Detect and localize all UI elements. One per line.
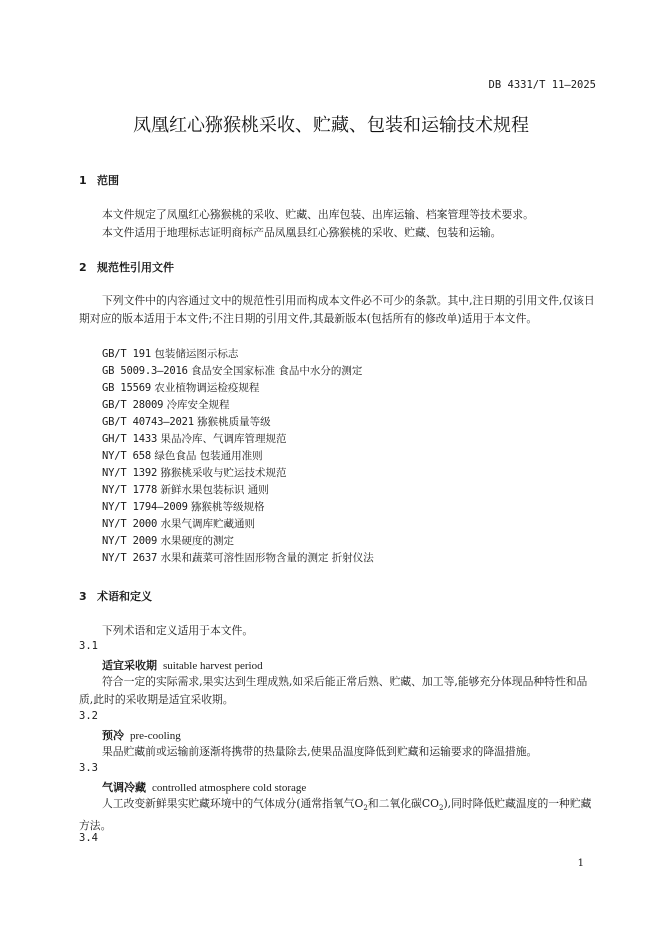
standard-code: DB 4331/T 11—2025 (488, 79, 596, 91)
reference-name: 冷库安全规程 (166, 399, 230, 411)
section-number: 3 (79, 590, 87, 603)
term-cn: 预冷 (102, 729, 124, 742)
reference-item (102, 380, 259, 395)
term-number: 3.1 (79, 640, 98, 652)
reference-item (102, 346, 238, 361)
terms-intro: 下列术语和定义适用于本文件。 (102, 624, 254, 637)
reference-name: 水果和蔬菜可溶性固形物含量的测定 折射仪法 (160, 552, 374, 564)
reference-name: 食品安全国家标准 食品中水分的测定 (191, 365, 363, 377)
reference-name: 包装储运图示标志 (154, 348, 239, 360)
reference-item (102, 397, 230, 412)
references-intro: 下列文件中的内容通过文中的规范性引用而构成本文件必不可少的条款。其中,注日期的引用文件,仅该日期对应的版本适用于本文件;不注日期的引用文件,其最新版本(包括所有的修改单)适用于本文件。 (79, 294, 595, 325)
reference-name: 猕猴桃等级规格 (191, 501, 265, 513)
section-heading-normative-references (79, 259, 174, 275)
scope-paragraph: 本文件适用于地理标志证明商标产品凤凰县红心猕猴桃的采收、贮藏、包装和运输。 (102, 226, 502, 239)
section-title: 术语和定义 (97, 590, 152, 603)
section-title: 规范性引用文件 (97, 261, 174, 274)
section-heading-scope (79, 172, 119, 188)
reference-item (102, 550, 374, 565)
reference-item (102, 363, 362, 378)
reference-name: 农业植物调运检疫规程 (154, 382, 260, 394)
term-heading (102, 779, 306, 795)
term-definition: 人工改变新鲜果实贮藏环境中的气体成分(通常指氧气$O_2$和二氧化碳$CO_2$),同时降低贮藏温度的一种贮藏方法。 (79, 797, 592, 833)
reference-item (102, 499, 265, 514)
term-definition: 果品贮藏前或运输前逐渐将携带的热量除去,使果品温度降低到贮藏和运输要求的降温措施。 (102, 745, 538, 758)
reference-item (102, 414, 271, 429)
reference-item (102, 431, 286, 446)
section-number: 1 (79, 174, 87, 187)
reference-code: GB 5009.3—2016 (102, 365, 188, 377)
term-cn: 气调冷藏 (102, 781, 146, 794)
section-number: 2 (79, 261, 87, 274)
reference-name: 新鲜水果包装标识 通则 (160, 484, 269, 496)
reference-item (102, 516, 255, 531)
reference-name: 果品冷库、气调库管理规范 (160, 433, 287, 445)
reference-code: GB/T 40743—2021 (102, 416, 194, 428)
reference-name: 猕猴桃采收与贮运技术规范 (160, 467, 287, 479)
reference-name: 绿色食品 包装通用准则 (154, 450, 263, 462)
reference-code: NY/T 1794—2009 (102, 501, 188, 513)
reference-name: 水果气调库贮藏通则 (160, 518, 255, 530)
reference-item (102, 482, 269, 497)
reference-code: NY/T 2637 (102, 552, 158, 564)
term-cn: 适宜采收期 (102, 659, 157, 672)
term-en: suitable harvest period (163, 660, 263, 672)
term-number: 3.2 (79, 710, 98, 722)
page-number: 1 (577, 858, 584, 869)
reference-code: NY/T 658 (102, 450, 151, 462)
term-en: controlled atmosphere cold storage (152, 782, 307, 794)
term-definition: 符合一定的实际需求,果实达到生理成熟,如采后能正常后熟、贮藏、加工等,能够充分体现品种特性和品质,此时的采收期是适宜采收期。 (79, 675, 588, 706)
reference-code: NY/T 2009 (102, 535, 158, 547)
document-title: 凤凰红心猕猴桃采收、贮藏、包装和运输技术规程 (133, 115, 529, 136)
reference-code: GB/T 191 (102, 348, 151, 360)
reference-code: GH/T 1433 (102, 433, 158, 445)
scope-paragraph: 本文件规定了凤凰红心猕猴桃的采收、贮藏、出库包装、出库运输、档案管理等技术要求。 (102, 208, 534, 221)
reference-item (102, 533, 234, 548)
reference-name: 水果硬度的测定 (160, 535, 234, 547)
reference-item (102, 465, 286, 480)
reference-code: NY/T 2000 (102, 518, 158, 530)
reference-code: GB 15569 (102, 382, 151, 394)
reference-code: NY/T 1778 (102, 484, 158, 496)
section-title: 范围 (97, 174, 119, 187)
term-heading (102, 657, 263, 673)
term-number: 3.3 (79, 762, 98, 774)
reference-item (102, 448, 263, 463)
term-number: 3.4 (79, 832, 98, 844)
reference-code: NY/T 1392 (102, 467, 158, 479)
term-en: pre-cooling (130, 730, 181, 742)
reference-name: 猕猴桃质量等级 (197, 416, 271, 428)
term-heading (102, 727, 181, 743)
reference-code: GB/T 28009 (102, 399, 164, 411)
section-heading-terms (79, 588, 152, 604)
